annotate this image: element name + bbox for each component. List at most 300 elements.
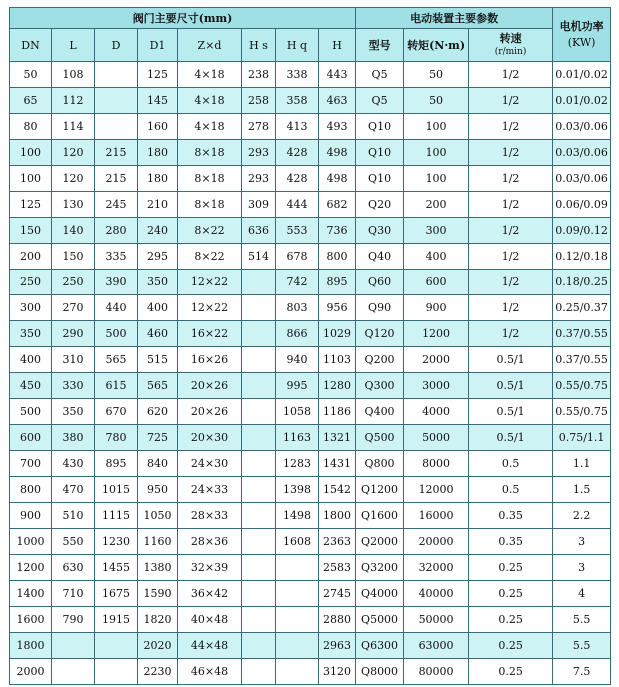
cell-hs bbox=[242, 425, 276, 451]
spec-table-container bbox=[9, 7, 610, 685]
cell-d1: 460 bbox=[138, 321, 178, 347]
header-row-groups bbox=[10, 8, 611, 29]
cell-zxd: 4×18 bbox=[178, 87, 242, 113]
cell-l: 330 bbox=[52, 373, 95, 399]
cell-h: 1542 bbox=[319, 477, 356, 503]
cell-hq: 1608 bbox=[276, 528, 319, 554]
cell-torque: 200 bbox=[404, 191, 469, 217]
cell-torque: 16000 bbox=[404, 502, 469, 528]
cell-dn: 2000 bbox=[10, 658, 52, 684]
cell-hq: 413 bbox=[276, 113, 319, 139]
cell-power: 0.75/1.1 bbox=[553, 425, 611, 451]
cell-speed: 0.25 bbox=[469, 554, 553, 580]
col-header-hq: H q bbox=[276, 29, 319, 62]
cell-l: 290 bbox=[52, 321, 95, 347]
cell-d1: 145 bbox=[138, 87, 178, 113]
cell-torque: 600 bbox=[404, 269, 469, 295]
cell-hq: 1498 bbox=[276, 502, 319, 528]
cell-d: 615 bbox=[95, 373, 138, 399]
cell-dn: 1800 bbox=[10, 632, 52, 658]
cell-hq: 803 bbox=[276, 295, 319, 321]
cell-power: 7.5 bbox=[553, 658, 611, 684]
cell-d: 1230 bbox=[95, 528, 138, 554]
header-row-columns bbox=[10, 29, 611, 62]
table-body bbox=[10, 62, 611, 685]
col-header-speed-unit: (r/min) bbox=[494, 47, 527, 57]
cell-l: 710 bbox=[52, 580, 95, 606]
cell-torque: 12000 bbox=[404, 477, 469, 503]
cell-l: 250 bbox=[52, 269, 95, 295]
cell-l: 550 bbox=[52, 528, 95, 554]
cell-zxd: 12×22 bbox=[178, 295, 242, 321]
cell-l: 430 bbox=[52, 451, 95, 477]
cell-hs bbox=[242, 399, 276, 425]
cell-hs: 238 bbox=[242, 62, 276, 88]
cell-l: 120 bbox=[52, 165, 95, 191]
col-header-h: H bbox=[319, 29, 356, 62]
cell-hs bbox=[242, 451, 276, 477]
cell-d1: 160 bbox=[138, 113, 178, 139]
cell-model: Q10 bbox=[356, 139, 404, 165]
cell-power: 0.25/0.37 bbox=[553, 295, 611, 321]
cell-hq: 678 bbox=[276, 243, 319, 269]
cell-speed: 0.5/1 bbox=[469, 373, 553, 399]
cell-speed: 1/2 bbox=[469, 321, 553, 347]
cell-l bbox=[52, 632, 95, 658]
cell-dn: 600 bbox=[10, 425, 52, 451]
cell-d1: 515 bbox=[138, 347, 178, 373]
cell-h: 2880 bbox=[319, 606, 356, 632]
cell-hq: 995 bbox=[276, 373, 319, 399]
cell-d1: 1380 bbox=[138, 554, 178, 580]
table-row bbox=[10, 269, 611, 295]
cell-l: 270 bbox=[52, 295, 95, 321]
cell-torque: 1200 bbox=[404, 321, 469, 347]
cell-l: 630 bbox=[52, 554, 95, 580]
cell-model: Q5 bbox=[356, 62, 404, 88]
cell-power: 1.5 bbox=[553, 477, 611, 503]
col-header-model: 型号 bbox=[356, 29, 404, 62]
actuator-params-header: 电动装置主要参数 bbox=[356, 8, 553, 29]
cell-d: 245 bbox=[95, 191, 138, 217]
table-row bbox=[10, 295, 611, 321]
cell-hq: 428 bbox=[276, 165, 319, 191]
table-row bbox=[10, 62, 611, 88]
cell-h: 800 bbox=[319, 243, 356, 269]
cell-hq bbox=[276, 554, 319, 580]
cell-d1: 725 bbox=[138, 425, 178, 451]
cell-hq: 1058 bbox=[276, 399, 319, 425]
table-row bbox=[10, 399, 611, 425]
cell-hs bbox=[242, 477, 276, 503]
cell-dn: 80 bbox=[10, 113, 52, 139]
cell-torque: 50 bbox=[404, 87, 469, 113]
cell-h: 736 bbox=[319, 217, 356, 243]
cell-dn: 700 bbox=[10, 451, 52, 477]
cell-d: 500 bbox=[95, 321, 138, 347]
table-row bbox=[10, 243, 611, 269]
cell-h: 2363 bbox=[319, 528, 356, 554]
cell-l: 112 bbox=[52, 87, 95, 113]
cell-speed: 0.5 bbox=[469, 477, 553, 503]
cell-power: 0.55/0.75 bbox=[553, 373, 611, 399]
cell-torque: 300 bbox=[404, 217, 469, 243]
cell-power: 5.5 bbox=[553, 606, 611, 632]
cell-d: 440 bbox=[95, 295, 138, 321]
cell-l: 380 bbox=[52, 425, 95, 451]
cell-l: 470 bbox=[52, 477, 95, 503]
cell-hq: 553 bbox=[276, 217, 319, 243]
cell-hs: 278 bbox=[242, 113, 276, 139]
cell-dn: 450 bbox=[10, 373, 52, 399]
cell-h: 1029 bbox=[319, 321, 356, 347]
cell-speed: 1/2 bbox=[469, 295, 553, 321]
cell-power: 0.18/0.25 bbox=[553, 269, 611, 295]
cell-zxd: 4×18 bbox=[178, 62, 242, 88]
col-header-torque: 转矩(N·m) bbox=[404, 29, 469, 62]
cell-power: 0.03/0.06 bbox=[553, 139, 611, 165]
cell-model: Q3200 bbox=[356, 554, 404, 580]
cell-d1: 620 bbox=[138, 399, 178, 425]
cell-hs bbox=[242, 528, 276, 554]
cell-hs bbox=[242, 502, 276, 528]
table-row bbox=[10, 606, 611, 632]
cell-dn: 1400 bbox=[10, 580, 52, 606]
cell-d: 1015 bbox=[95, 477, 138, 503]
cell-d1: 1820 bbox=[138, 606, 178, 632]
cell-l: 350 bbox=[52, 399, 95, 425]
cell-d: 215 bbox=[95, 139, 138, 165]
cell-h: 895 bbox=[319, 269, 356, 295]
cell-d: 215 bbox=[95, 165, 138, 191]
cell-hq: 428 bbox=[276, 139, 319, 165]
cell-hq: 338 bbox=[276, 62, 319, 88]
cell-power: 3 bbox=[553, 528, 611, 554]
table-row bbox=[10, 554, 611, 580]
cell-hq: 866 bbox=[276, 321, 319, 347]
cell-speed: 0.5/1 bbox=[469, 399, 553, 425]
cell-hq: 742 bbox=[276, 269, 319, 295]
cell-zxd: 8×22 bbox=[178, 243, 242, 269]
cell-dn: 125 bbox=[10, 191, 52, 217]
cell-model: Q120 bbox=[356, 321, 404, 347]
cell-speed: 0.35 bbox=[469, 528, 553, 554]
cell-zxd: 8×18 bbox=[178, 165, 242, 191]
cell-d: 1915 bbox=[95, 606, 138, 632]
cell-d1: 1160 bbox=[138, 528, 178, 554]
cell-d1: 125 bbox=[138, 62, 178, 88]
cell-dn: 150 bbox=[10, 217, 52, 243]
cell-l: 310 bbox=[52, 347, 95, 373]
cell-power: 0.09/0.12 bbox=[553, 217, 611, 243]
cell-zxd: 32×39 bbox=[178, 554, 242, 580]
table-row bbox=[10, 191, 611, 217]
cell-h: 493 bbox=[319, 113, 356, 139]
cell-speed: 0.5 bbox=[469, 451, 553, 477]
cell-speed: 1/2 bbox=[469, 139, 553, 165]
cell-power: 0.03/0.06 bbox=[553, 165, 611, 191]
cell-model: Q4000 bbox=[356, 580, 404, 606]
cell-zxd: 28×33 bbox=[178, 502, 242, 528]
cell-zxd: 40×48 bbox=[178, 606, 242, 632]
cell-power: 2.2 bbox=[553, 502, 611, 528]
cell-h: 463 bbox=[319, 87, 356, 113]
cell-power: 0.55/0.75 bbox=[553, 399, 611, 425]
cell-hs bbox=[242, 347, 276, 373]
cell-torque: 63000 bbox=[404, 632, 469, 658]
cell-d1: 400 bbox=[138, 295, 178, 321]
motor-power-label: 电机功率 bbox=[559, 20, 604, 33]
cell-hs: 514 bbox=[242, 243, 276, 269]
cell-dn: 100 bbox=[10, 139, 52, 165]
cell-torque: 40000 bbox=[404, 580, 469, 606]
cell-dn: 350 bbox=[10, 321, 52, 347]
table-row bbox=[10, 451, 611, 477]
cell-model: Q8000 bbox=[356, 658, 404, 684]
cell-d1: 1050 bbox=[138, 502, 178, 528]
cell-power: 0.37/0.55 bbox=[553, 321, 611, 347]
cell-power: 4 bbox=[553, 580, 611, 606]
table-row bbox=[10, 658, 611, 684]
motor-power-header bbox=[553, 8, 611, 62]
cell-hs bbox=[242, 373, 276, 399]
cell-d1: 1590 bbox=[138, 580, 178, 606]
cell-torque: 400 bbox=[404, 243, 469, 269]
cell-h: 1800 bbox=[319, 502, 356, 528]
cell-power: 1.1 bbox=[553, 451, 611, 477]
cell-l: 120 bbox=[52, 139, 95, 165]
cell-d1: 180 bbox=[138, 139, 178, 165]
cell-dn: 65 bbox=[10, 87, 52, 113]
cell-hs bbox=[242, 632, 276, 658]
col-header-dn: DN bbox=[10, 29, 52, 62]
cell-hq: 1283 bbox=[276, 451, 319, 477]
cell-speed: 0.25 bbox=[469, 632, 553, 658]
cell-model: Q20 bbox=[356, 191, 404, 217]
cell-hs: 309 bbox=[242, 191, 276, 217]
col-header-d1: D1 bbox=[138, 29, 178, 62]
cell-speed: 1/2 bbox=[469, 87, 553, 113]
cell-model: Q6300 bbox=[356, 632, 404, 658]
cell-d bbox=[95, 62, 138, 88]
cell-h: 2745 bbox=[319, 580, 356, 606]
cell-hs bbox=[242, 606, 276, 632]
cell-h: 1431 bbox=[319, 451, 356, 477]
cell-model: Q40 bbox=[356, 243, 404, 269]
table-row bbox=[10, 502, 611, 528]
cell-d1: 240 bbox=[138, 217, 178, 243]
cell-h: 3120 bbox=[319, 658, 356, 684]
cell-d1: 350 bbox=[138, 269, 178, 295]
cell-hq: 1398 bbox=[276, 477, 319, 503]
cell-dn: 1200 bbox=[10, 554, 52, 580]
cell-hs: 293 bbox=[242, 165, 276, 191]
table-row bbox=[10, 217, 611, 243]
cell-d1: 565 bbox=[138, 373, 178, 399]
cell-d: 1675 bbox=[95, 580, 138, 606]
cell-hq: 940 bbox=[276, 347, 319, 373]
cell-hs bbox=[242, 295, 276, 321]
cell-dn: 200 bbox=[10, 243, 52, 269]
cell-hs: 293 bbox=[242, 139, 276, 165]
cell-zxd: 20×26 bbox=[178, 399, 242, 425]
cell-speed: 1/2 bbox=[469, 217, 553, 243]
cell-d bbox=[95, 632, 138, 658]
cell-hq: 444 bbox=[276, 191, 319, 217]
cell-torque: 50 bbox=[404, 62, 469, 88]
cell-l: 140 bbox=[52, 217, 95, 243]
cell-torque: 80000 bbox=[404, 658, 469, 684]
cell-dn: 1600 bbox=[10, 606, 52, 632]
cell-h: 443 bbox=[319, 62, 356, 88]
cell-zxd: 8×22 bbox=[178, 217, 242, 243]
cell-zxd: 16×22 bbox=[178, 321, 242, 347]
cell-h: 1186 bbox=[319, 399, 356, 425]
cell-dn: 1000 bbox=[10, 528, 52, 554]
cell-model: Q60 bbox=[356, 269, 404, 295]
cell-h: 1103 bbox=[319, 347, 356, 373]
cell-dn: 400 bbox=[10, 347, 52, 373]
cell-model: Q1200 bbox=[356, 477, 404, 503]
cell-torque: 32000 bbox=[404, 554, 469, 580]
cell-dn: 300 bbox=[10, 295, 52, 321]
cell-speed: 0.5/1 bbox=[469, 425, 553, 451]
cell-d: 670 bbox=[95, 399, 138, 425]
cell-h: 682 bbox=[319, 191, 356, 217]
cell-power: 0.37/0.55 bbox=[553, 347, 611, 373]
cell-d1: 950 bbox=[138, 477, 178, 503]
col-header-l: L bbox=[52, 29, 95, 62]
col-header-d: D bbox=[95, 29, 138, 62]
cell-power: 3 bbox=[553, 554, 611, 580]
cell-h: 498 bbox=[319, 165, 356, 191]
cell-h: 498 bbox=[319, 139, 356, 165]
cell-dn: 800 bbox=[10, 477, 52, 503]
cell-l: 108 bbox=[52, 62, 95, 88]
cell-d: 280 bbox=[95, 217, 138, 243]
cell-zxd: 8×18 bbox=[178, 139, 242, 165]
table-row bbox=[10, 113, 611, 139]
cell-model: Q1600 bbox=[356, 502, 404, 528]
cell-dn: 500 bbox=[10, 399, 52, 425]
cell-power: 0.01/0.02 bbox=[553, 87, 611, 113]
cell-dn: 250 bbox=[10, 269, 52, 295]
table-row bbox=[10, 165, 611, 191]
cell-power: 5.5 bbox=[553, 632, 611, 658]
cell-speed: 1/2 bbox=[469, 113, 553, 139]
col-header-hs: H s bbox=[242, 29, 276, 62]
cell-zxd: 20×30 bbox=[178, 425, 242, 451]
cell-hq bbox=[276, 580, 319, 606]
cell-torque: 20000 bbox=[404, 528, 469, 554]
cell-hs bbox=[242, 580, 276, 606]
cell-d: 565 bbox=[95, 347, 138, 373]
cell-hq: 1163 bbox=[276, 425, 319, 451]
cell-zxd: 24×33 bbox=[178, 477, 242, 503]
cell-hs bbox=[242, 269, 276, 295]
cell-d1: 210 bbox=[138, 191, 178, 217]
cell-model: Q10 bbox=[356, 165, 404, 191]
cell-hs bbox=[242, 658, 276, 684]
cell-speed: 0.35 bbox=[469, 502, 553, 528]
col-header-speed-label: 转速 bbox=[499, 32, 522, 45]
cell-speed: 1/2 bbox=[469, 165, 553, 191]
cell-h: 1280 bbox=[319, 373, 356, 399]
valve-spec-table bbox=[9, 7, 611, 685]
cell-d: 1455 bbox=[95, 554, 138, 580]
cell-speed: 0.25 bbox=[469, 658, 553, 684]
cell-torque: 100 bbox=[404, 113, 469, 139]
cell-l: 150 bbox=[52, 243, 95, 269]
table-row bbox=[10, 87, 611, 113]
cell-dn: 50 bbox=[10, 62, 52, 88]
cell-speed: 0.25 bbox=[469, 606, 553, 632]
col-header-speed bbox=[469, 29, 553, 62]
cell-hq: 358 bbox=[276, 87, 319, 113]
cell-hq bbox=[276, 632, 319, 658]
cell-d: 390 bbox=[95, 269, 138, 295]
cell-torque: 2000 bbox=[404, 347, 469, 373]
cell-power: 0.03/0.06 bbox=[553, 113, 611, 139]
cell-l bbox=[52, 658, 95, 684]
cell-h: 2963 bbox=[319, 632, 356, 658]
cell-model: Q200 bbox=[356, 347, 404, 373]
cell-torque: 4000 bbox=[404, 399, 469, 425]
cell-torque: 8000 bbox=[404, 451, 469, 477]
cell-speed: 0.25 bbox=[469, 580, 553, 606]
cell-dn: 900 bbox=[10, 502, 52, 528]
cell-torque: 900 bbox=[404, 295, 469, 321]
valve-dimensions-header: 阀门主要尺寸(mm) bbox=[10, 8, 356, 29]
table-row bbox=[10, 139, 611, 165]
cell-model: Q5000 bbox=[356, 606, 404, 632]
cell-d1: 295 bbox=[138, 243, 178, 269]
cell-h: 956 bbox=[319, 295, 356, 321]
cell-power: 0.01/0.02 bbox=[553, 62, 611, 88]
cell-l: 790 bbox=[52, 606, 95, 632]
cell-d bbox=[95, 87, 138, 113]
cell-speed: 1/2 bbox=[469, 191, 553, 217]
table-row bbox=[10, 347, 611, 373]
cell-zxd: 4×18 bbox=[178, 113, 242, 139]
cell-model: Q10 bbox=[356, 113, 404, 139]
table-row bbox=[10, 632, 611, 658]
cell-zxd: 12×22 bbox=[178, 269, 242, 295]
table-row bbox=[10, 425, 611, 451]
cell-speed: 1/2 bbox=[469, 62, 553, 88]
cell-model: Q800 bbox=[356, 451, 404, 477]
cell-torque: 100 bbox=[404, 139, 469, 165]
cell-zxd: 8×18 bbox=[178, 191, 242, 217]
cell-model: Q5 bbox=[356, 87, 404, 113]
cell-torque: 3000 bbox=[404, 373, 469, 399]
cell-d1: 840 bbox=[138, 451, 178, 477]
cell-hs bbox=[242, 554, 276, 580]
cell-zxd: 28×36 bbox=[178, 528, 242, 554]
cell-d: 780 bbox=[95, 425, 138, 451]
cell-d: 335 bbox=[95, 243, 138, 269]
cell-zxd: 16×26 bbox=[178, 347, 242, 373]
cell-torque: 5000 bbox=[404, 425, 469, 451]
cell-h: 2583 bbox=[319, 554, 356, 580]
table-row bbox=[10, 373, 611, 399]
cell-d bbox=[95, 113, 138, 139]
cell-model: Q90 bbox=[356, 295, 404, 321]
cell-h: 1321 bbox=[319, 425, 356, 451]
cell-power: 0.12/0.18 bbox=[553, 243, 611, 269]
table-row bbox=[10, 477, 611, 503]
cell-model: Q400 bbox=[356, 399, 404, 425]
